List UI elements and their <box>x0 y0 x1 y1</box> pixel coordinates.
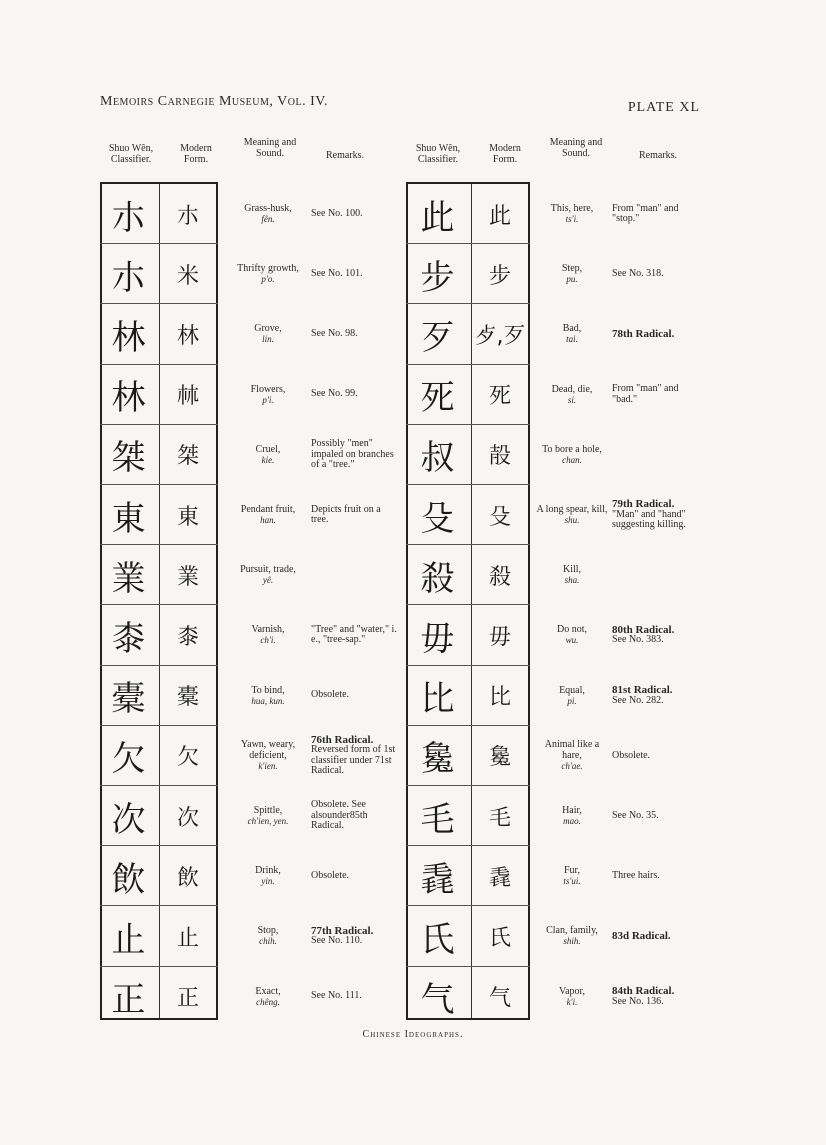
seal-script-character: 朩 <box>111 257 146 298</box>
sound-text: ts'i. <box>565 214 579 225</box>
seal-script-character: 氏 <box>420 919 455 960</box>
sound-text: kie. <box>261 454 275 465</box>
remark-text: Obsolete. <box>311 689 350 701</box>
remark <box>612 304 704 364</box>
meaning-text: Grass-husk, <box>244 203 292 215</box>
modern-form-character: 㱿 <box>488 444 511 470</box>
seal-script-character: 叔 <box>420 438 455 479</box>
sound-text: han. <box>260 515 276 526</box>
remark-text: See No. 318. <box>612 268 664 280</box>
meaning-and-sound <box>536 365 608 425</box>
modern-form-character: 米 <box>176 263 199 289</box>
radical-number: 81st Radical. <box>612 684 673 697</box>
remark <box>612 545 704 605</box>
remark-text: See No. 282. <box>612 694 664 706</box>
seal-script-character: 林 <box>111 378 146 419</box>
remark <box>311 365 397 425</box>
col-header-meaning-left: Meaning and Sound. <box>243 137 297 159</box>
radical-number: 77th Radical. <box>311 924 374 937</box>
remark <box>311 726 397 786</box>
remark <box>311 786 397 846</box>
modern-form-character: 毳 <box>488 865 511 891</box>
seal-script-character: 殺 <box>420 558 455 599</box>
meaning-and-sound <box>536 244 608 304</box>
sound-text: ch'ien, yen. <box>247 816 289 827</box>
remark-text: Obsolete. <box>612 749 651 761</box>
seal-script-character: 業 <box>111 558 146 599</box>
meaning-text: Varnish, <box>251 624 285 636</box>
remark <box>311 485 397 545</box>
radical-number: 79th Radical. <box>612 498 675 511</box>
modern-form-character: 桀 <box>176 444 199 470</box>
meaning-and-sound <box>536 906 608 966</box>
col-header-meaning-right: Meaning and Sound. <box>549 137 603 159</box>
remark <box>612 184 704 244</box>
meaning-text: Equal, <box>559 684 585 696</box>
modern-form-character: 林 <box>176 323 199 349</box>
seal-script-character: 東 <box>111 498 146 539</box>
sound-text: yin. <box>261 876 275 887</box>
meaning-text: Exact, <box>255 985 281 997</box>
sound-text: yê. <box>262 575 274 586</box>
sound-text: si. <box>567 394 577 405</box>
meaning-and-sound <box>232 184 304 244</box>
remark-text: "Man" and "hand" suggesting killing. <box>612 508 686 531</box>
meaning-and-sound <box>232 726 304 786</box>
sound-text: hua, kun. <box>251 695 285 706</box>
meaning-and-sound <box>536 485 608 545</box>
meaning-text: To bore a hole, <box>542 443 602 455</box>
modern-form-character: 比 <box>488 685 511 711</box>
meaning-text: Cruel, <box>255 443 281 455</box>
sound-text: k'i. <box>566 996 578 1007</box>
modern-form-character: 气 <box>488 986 511 1012</box>
radical-number: 83d Radical. <box>612 930 671 943</box>
sound-text: pu. <box>566 274 578 285</box>
meaning-text: Do not, <box>557 624 587 636</box>
modern-form-character: 飲 <box>176 865 199 891</box>
modern-form-character: 殳 <box>488 504 511 530</box>
col-header-modern-right: Modern Form. <box>489 143 521 165</box>
seal-script-character: 歹 <box>420 317 455 358</box>
col-header-remarks-left: Remarks. <box>325 150 365 161</box>
col-header-modern-left: Modern Form. <box>180 143 212 165</box>
remark-text: See No. 111. <box>311 990 362 1002</box>
meaning-text: Dead, die, <box>551 383 593 395</box>
meaning-text: Clan, family, <box>546 925 598 937</box>
remark-text: See No. 110. <box>311 935 363 947</box>
sound-text: lin. <box>262 334 274 345</box>
radical-number: 78th Radical. <box>612 328 675 341</box>
modern-form-character: 氏 <box>488 925 511 951</box>
meaning-and-sound <box>536 846 608 906</box>
seal-script-character: 死 <box>420 378 455 419</box>
remark <box>311 545 397 605</box>
remark-text: Three hairs. <box>612 870 660 882</box>
seal-script-character: 桀 <box>111 438 146 479</box>
remark-text: See No. 99. <box>311 388 358 400</box>
remark-text: Obsolete. See alsounder85th Radical. <box>311 799 368 832</box>
seal-script-character: 飲 <box>111 859 146 900</box>
sound-text: k'ien. <box>258 761 278 772</box>
modern-form-character: 死 <box>488 384 511 410</box>
modern-form-character: 歺,歹 <box>474 323 526 349</box>
seal-script-character: 毚 <box>420 739 455 780</box>
meaning-and-sound <box>232 906 304 966</box>
meaning-text: Yawn, weary, deficient, <box>240 739 296 762</box>
meaning-and-sound <box>536 425 608 485</box>
remark <box>311 605 397 665</box>
modern-form-character: 𣏟 <box>176 384 199 410</box>
remark-text: See No. 136. <box>612 995 664 1007</box>
col-header-remarks-right: Remarks. <box>638 150 678 161</box>
meaning-and-sound <box>536 666 608 726</box>
seal-script-character: 止 <box>111 919 146 960</box>
meaning-text: Animal like a hare, <box>544 739 600 762</box>
remark <box>311 666 397 726</box>
modern-form-character: 橐 <box>176 685 199 711</box>
meaning-text: Hair, <box>562 805 582 817</box>
seal-script-character: 比 <box>420 679 455 720</box>
meaning-and-sound <box>232 365 304 425</box>
seal-script-character: 毛 <box>420 799 455 840</box>
meaning-text: Grove, <box>254 323 282 335</box>
meaning-text: Pendant fruit, <box>240 504 296 516</box>
meaning-text: A long spear, kill, <box>536 504 608 516</box>
seal-script-character: 朩 <box>111 197 146 238</box>
remark <box>311 967 397 1027</box>
sound-text: shu. <box>564 515 580 526</box>
seal-script-character: 毋 <box>420 618 455 659</box>
sound-text: tai. <box>566 334 578 345</box>
sound-text: p'i. <box>262 394 274 405</box>
seal-script-character: 次 <box>111 799 146 840</box>
meaning-and-sound <box>232 967 304 1027</box>
col-header-shuo-wen-right: Shuo Wên, Classifier. <box>415 143 461 165</box>
modern-form-character: 朩 <box>176 203 199 229</box>
remark <box>612 425 704 485</box>
meaning-and-sound <box>232 545 304 605</box>
meaning-text: Drink, <box>255 865 281 877</box>
remark <box>612 726 704 786</box>
remark-text: See No. 35. <box>612 809 659 821</box>
sound-text: shih. <box>563 936 581 947</box>
remark <box>612 485 704 545</box>
remark-text: From "man" and "stop." <box>612 202 679 225</box>
remark-text: See No. 101. <box>311 268 363 280</box>
seal-script-character: 此 <box>420 197 455 238</box>
sound-text: sha. <box>564 575 580 586</box>
meaning-text: Bad, <box>562 323 582 335</box>
meaning-and-sound <box>232 846 304 906</box>
sound-text: p'o. <box>261 274 275 285</box>
modern-form-character: 欠 <box>176 745 199 771</box>
meaning-text: Flowers, <box>250 383 286 395</box>
modern-form-character: 殺 <box>488 564 511 590</box>
running-header: Memoirs Carnegie Museum, Vol. IV. <box>100 94 329 109</box>
remark-text: See No. 100. <box>311 207 363 219</box>
meaning-and-sound <box>536 967 608 1027</box>
meaning-and-sound <box>536 605 608 665</box>
remark-text: Possibly "men" impaled on branches of a "tree." <box>311 438 394 471</box>
remark <box>311 304 397 364</box>
seal-script-character: 正 <box>111 980 146 1021</box>
meaning-text: Stop, <box>257 925 279 937</box>
meaning-and-sound <box>536 545 608 605</box>
remark-text: Depicts fruit on a tree. <box>311 503 381 526</box>
meaning-text: Thrifty growth, <box>237 263 299 275</box>
remark <box>612 365 704 425</box>
seal-script-character: 殳 <box>420 498 455 539</box>
sound-text: ch'i. <box>260 635 276 646</box>
modern-form-character: 步 <box>488 263 511 289</box>
meaning-text: To bind, <box>251 684 285 696</box>
modern-form-character: 正 <box>176 986 199 1012</box>
sound-text: fên. <box>261 214 275 225</box>
meaning-and-sound <box>232 425 304 485</box>
remark <box>612 846 704 906</box>
remark-text: From "man" and "bad." <box>612 383 679 405</box>
modern-form-character: 業 <box>176 564 199 590</box>
remark <box>311 846 397 906</box>
meaning-text: Step, <box>561 263 583 275</box>
plate-caption: Chinese Ideographs. <box>362 1029 464 1040</box>
seal-script-character: 橐 <box>111 679 146 720</box>
seal-script-character: 毳 <box>420 859 455 900</box>
radical-number: 80th Radical. <box>612 623 675 636</box>
meaning-and-sound <box>232 304 304 364</box>
remark-text: See No. 383. <box>612 634 664 646</box>
remark <box>311 184 397 244</box>
meaning-and-sound <box>232 605 304 665</box>
meaning-text: Pursuit, trade, <box>240 564 296 576</box>
radical-number: 84th Radical. <box>612 985 675 998</box>
modern-form-character: 毚 <box>488 745 511 771</box>
meaning-text: Vapor, <box>559 985 585 997</box>
remark <box>612 605 704 665</box>
meaning-text: Kill, <box>562 564 582 576</box>
sound-text: chêng. <box>256 996 280 1007</box>
remark <box>311 244 397 304</box>
col-header-shuo-wen-left: Shuo Wên, Classifier. <box>108 143 154 165</box>
modern-form-character: 東 <box>176 504 199 530</box>
remark <box>612 666 704 726</box>
remark-text: Reversed form of 1st classifier under 71st Radical. <box>311 744 396 777</box>
meaning-and-sound <box>536 786 608 846</box>
seal-script-character: 桼 <box>111 618 146 659</box>
meaning-and-sound <box>232 244 304 304</box>
seal-script-character: 气 <box>420 980 455 1021</box>
meaning-and-sound <box>232 485 304 545</box>
remark-text: See No. 98. <box>311 328 358 340</box>
sound-text: wu. <box>565 635 579 646</box>
remark-text: Obsolete. <box>311 870 350 882</box>
sound-text: chih. <box>259 936 277 947</box>
meaning-and-sound <box>536 184 608 244</box>
radical-number: 76th Radical. <box>311 733 374 746</box>
meaning-and-sound <box>232 786 304 846</box>
sound-text: ts'ui. <box>563 876 581 887</box>
meaning-text: Spittle, <box>253 805 283 817</box>
seal-script-character: 步 <box>420 257 455 298</box>
modern-form-character: 次 <box>176 805 199 831</box>
sound-text: mao. <box>563 816 581 827</box>
sound-text: pi. <box>567 695 577 706</box>
modern-form-character: 止 <box>176 925 199 951</box>
modern-form-character: 桼 <box>176 624 199 650</box>
plate-number: PLATE XL <box>627 100 700 115</box>
sound-text: ch'ae. <box>561 761 583 772</box>
remark <box>612 786 704 846</box>
meaning-and-sound <box>536 304 608 364</box>
sound-text: chan. <box>562 454 582 465</box>
remark <box>612 967 704 1027</box>
seal-script-character: 欠 <box>111 739 146 780</box>
modern-form-character: 毋 <box>488 624 511 650</box>
remark <box>311 425 397 485</box>
modern-form-character: 毛 <box>488 805 511 831</box>
remark <box>311 906 397 966</box>
meaning-and-sound <box>536 726 608 786</box>
remark <box>612 244 704 304</box>
seal-script-character: 林 <box>111 317 146 358</box>
modern-form-character: 此 <box>488 203 511 229</box>
meaning-text: Fur, <box>564 865 580 877</box>
meaning-text: This, here, <box>550 203 594 215</box>
meaning-and-sound <box>232 666 304 726</box>
remark <box>612 906 704 966</box>
remark-text: "Tree" and "water," i. e., "tree-sap." <box>311 623 397 646</box>
